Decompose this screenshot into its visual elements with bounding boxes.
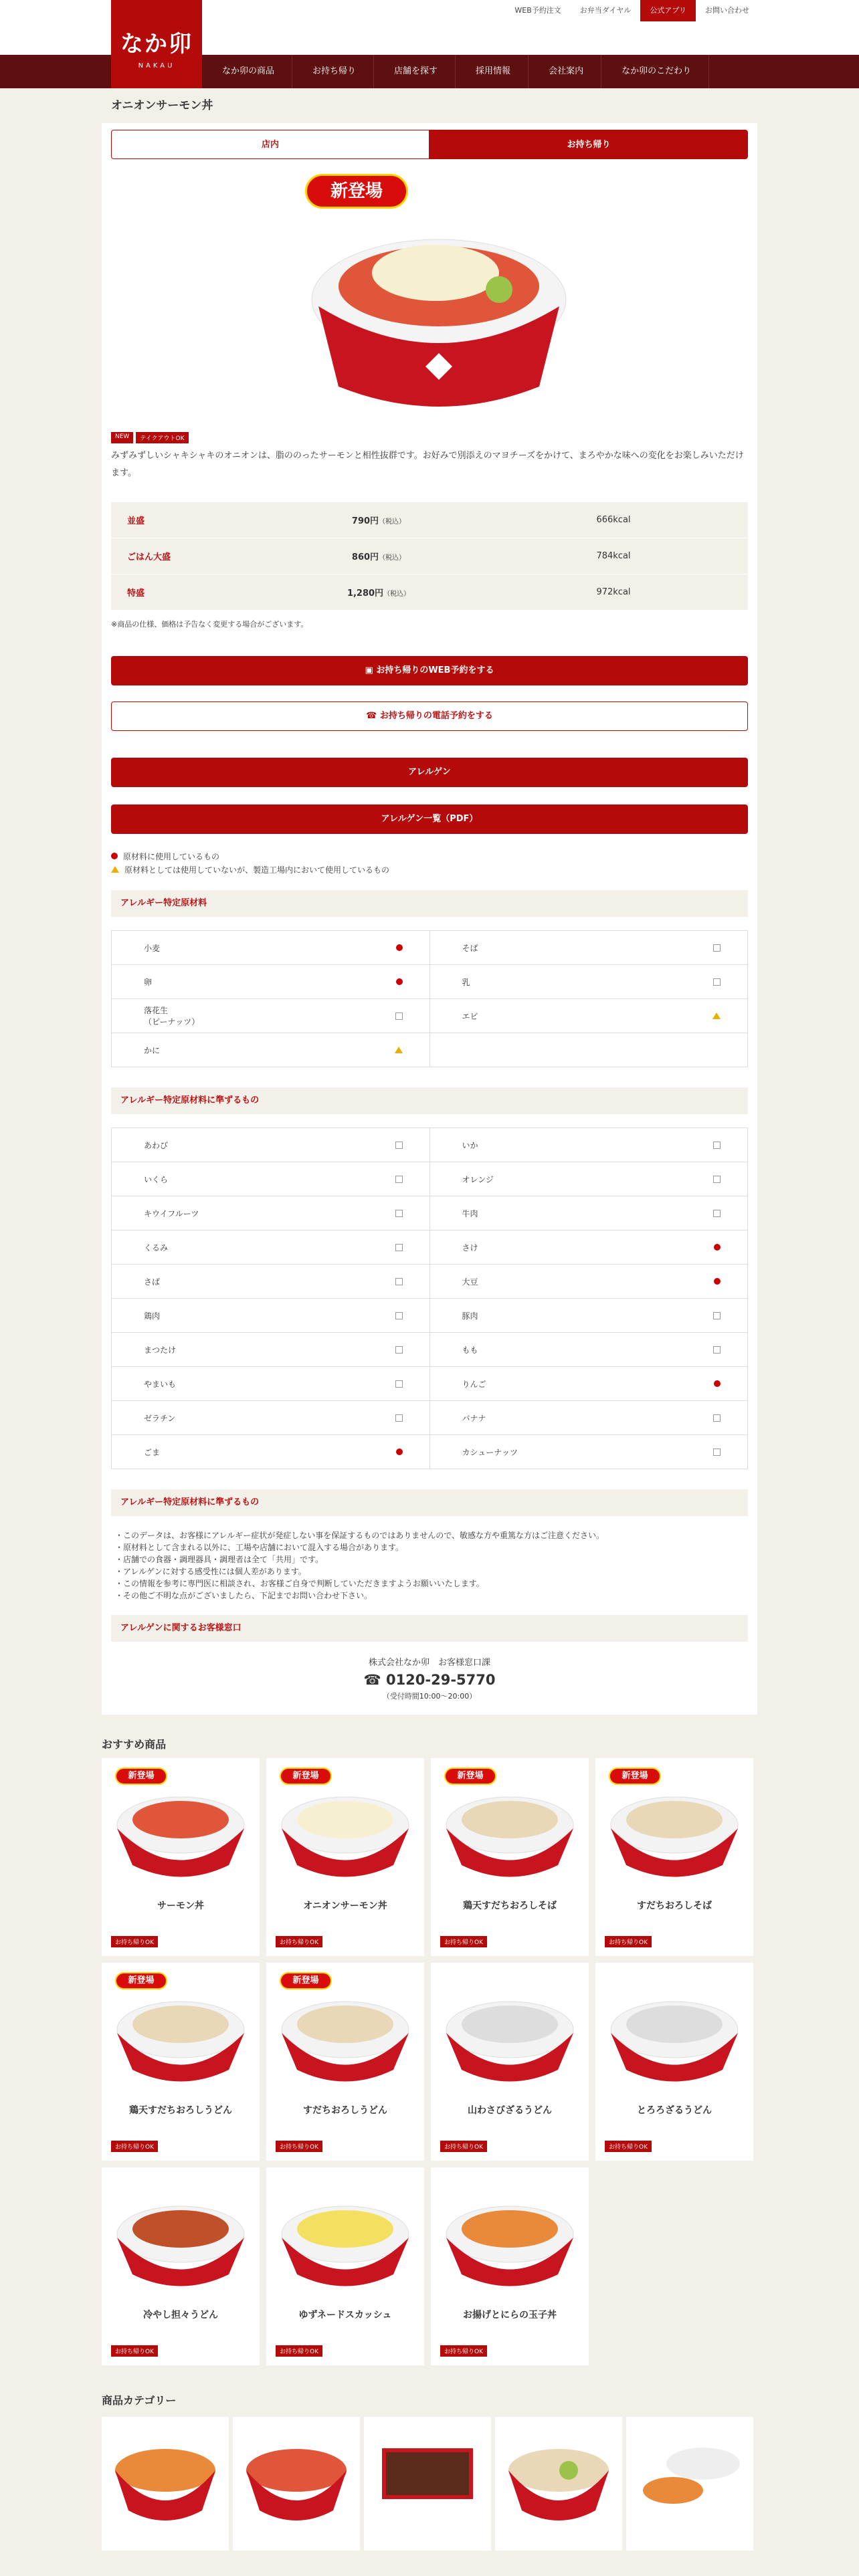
product-card[interactable] [431, 2167, 589, 2365]
empty-box-icon [713, 1142, 721, 1149]
allergen-notes [111, 1529, 748, 1602]
empty-box-icon [713, 1414, 721, 1422]
takeout-ok-tag: お持ち帰りOK [276, 2345, 322, 2357]
product-thumb [266, 1758, 424, 1891]
utility-nav [505, 0, 759, 21]
util-web-order[interactable]: WEB予約注文 [514, 6, 561, 15]
new-badge: 新登場 [115, 1767, 167, 1785]
contact-hours: （受付時間10:00～20:00） [382, 1692, 477, 1701]
empty-box-icon [713, 1210, 721, 1217]
size-kcal: 972kcal [596, 587, 631, 597]
empty-box-icon [395, 1346, 403, 1354]
empty-box-icon [395, 1142, 403, 1149]
allergen-cell [112, 965, 430, 999]
allergen-specific-grid [111, 930, 748, 1067]
allergen-button[interactable]: アレルゲン [111, 758, 748, 787]
allergen-name: 乳 [462, 977, 470, 987]
allergen-name: 卵 [144, 977, 153, 987]
allergen-name: 大豆 [462, 1277, 478, 1287]
dot-icon [396, 944, 403, 951]
product-description: みずみずしいシャキシャキのオニオンは、脂ののったサーモンと相性抜群です。お好みで別添えのマヨチーズをかけて、まろやかな味への変化をお楽しみいただけます。 [111, 451, 744, 478]
allergen-name: いか [462, 1140, 478, 1150]
product-name: すだちおろしそば [637, 1901, 712, 1911]
size-price: 1,280円（税込） [347, 588, 411, 599]
category-image [102, 2417, 229, 2551]
product-card[interactable] [102, 1963, 260, 2161]
category-image [233, 2417, 360, 2551]
product-card[interactable] [595, 1758, 753, 1956]
product-thumb [431, 2167, 589, 2300]
takeout-ok-tag: お持ち帰りOK [276, 2141, 322, 2152]
nav-store-search[interactable]: 店舗を探す [374, 55, 456, 88]
empty-box-icon [713, 1448, 721, 1456]
price-row [111, 574, 748, 611]
takeout-ok-tag: お持ち帰りOK [111, 2345, 158, 2357]
allergen-cell [430, 931, 749, 965]
product-thumb [102, 2167, 260, 2300]
allergen-cell [430, 1333, 749, 1367]
allergen-specific-heading: アレルギー特定原材料 [111, 890, 748, 917]
product-card[interactable] [266, 1758, 424, 1956]
product-name: 山わさびざるうどん [468, 2105, 552, 2116]
new-badge: 新登場 [280, 1767, 332, 1785]
phone-icon: ☎ [366, 711, 380, 721]
product-name: オニオンサーモン丼 [303, 1901, 387, 1911]
takeout-ok-tag: お持ち帰りOK [440, 2345, 487, 2357]
allergen-cell [430, 1128, 749, 1162]
product-name: 鶏天すだちおろしそば [463, 1901, 557, 1911]
product-thumb [431, 1758, 589, 1891]
allergen-cell [112, 1435, 430, 1469]
product-thumb [595, 1963, 753, 2095]
phone-order-button[interactable]: ☎ お持ち帰りの電話予約をする [111, 702, 748, 731]
product-card[interactable] [102, 1758, 260, 1956]
logo-sub: NAKAU [138, 62, 175, 70]
category-grid [102, 2417, 757, 2551]
product-name: サーモン丼 [157, 1901, 204, 1911]
product-thumb [595, 1758, 753, 1891]
dot-icon [396, 978, 403, 985]
allergen-cell [430, 1230, 749, 1265]
note-line: ・アレルゲンに対する感受性には個人差があります。 [115, 1567, 306, 1576]
notes-heading: アレルギー特定原材料に準ずるもの [111, 1489, 748, 1516]
empty-box-icon [395, 1380, 403, 1388]
web-order-icon: ▣ [365, 665, 377, 675]
legend-factory: 原材料としては使用していないが、製造工場内において使用しているもの [111, 863, 748, 877]
empty-box-icon [713, 944, 721, 952]
main [102, 88, 757, 2551]
dot-icon [714, 1244, 721, 1251]
allergen-name: バナナ [462, 1413, 486, 1423]
new-badge: 新登場 [444, 1767, 496, 1785]
util-official-app[interactable]: 公式アプリ [640, 0, 696, 21]
allergen-cell [430, 1162, 749, 1196]
product-name: 冷やし担々うどん [143, 2310, 218, 2321]
allergen-equiv-grid [111, 1128, 748, 1469]
product-name: ゆずネードスカッシュ [298, 2310, 392, 2321]
product-card[interactable] [266, 2167, 424, 2365]
category-card[interactable] [364, 2417, 491, 2551]
recommend-heading: おすすめ商品 [102, 1738, 167, 1751]
product-hero [111, 159, 748, 427]
size-kcal: 784kcal [596, 551, 631, 561]
allergen-cell [112, 931, 430, 965]
takeout-ok-tag: お持ち帰りOK [440, 2141, 487, 2152]
category-card[interactable] [233, 2417, 360, 2551]
empty-box-icon [713, 1312, 721, 1319]
allergen-name: かに [144, 1045, 161, 1055]
empty-box-icon [713, 1176, 721, 1183]
util-contact[interactable]: お問い合わせ [705, 6, 749, 15]
dot-icon [714, 1278, 721, 1285]
price-row [111, 538, 748, 574]
price-note: ※商品の仕様、価格は予告なく変更する場合がございます。 [111, 620, 308, 629]
nav-company[interactable]: 会社案内 [529, 55, 601, 88]
allergen-name: ごま [144, 1447, 161, 1457]
new-badge: 新登場 [115, 1972, 167, 1990]
note-line: ・店舗での食器・調理器具・調理者は全て「共用」です。 [115, 1555, 324, 1564]
product-name: お揚げとにらの玉子丼 [463, 2310, 557, 2321]
takeout-ok-tag: お持ち帰りOK [111, 1936, 158, 1947]
contact-block [111, 1655, 748, 1701]
triangle-icon [111, 866, 119, 873]
category-card[interactable] [626, 2417, 753, 2551]
product-card[interactable] [102, 2167, 260, 2365]
tag-new: NEW [111, 432, 133, 443]
allergen-pdf-button[interactable]: アレルゲン一覧（PDF） [111, 804, 748, 834]
triangle-icon [712, 1012, 721, 1019]
dot-icon [714, 1380, 721, 1387]
category-card[interactable] [495, 2417, 622, 2551]
product-thumb [102, 1963, 260, 2095]
empty-box-icon [713, 1346, 721, 1354]
allergen-legend [111, 850, 748, 877]
size-name: 並盛 [127, 516, 145, 526]
size-name: ごはん大盛 [127, 552, 171, 562]
empty-box-icon [395, 1414, 403, 1422]
allergen-name: いくら [144, 1174, 169, 1184]
category-image [626, 2417, 753, 2551]
category-image [495, 2417, 622, 2551]
allergen-name: さけ [462, 1243, 478, 1253]
tab-eat-in[interactable]: 店内 [111, 130, 430, 159]
allergen-name: オレンジ [462, 1174, 494, 1184]
allergen-name: キウイフルーツ [144, 1208, 199, 1218]
price-row [111, 502, 748, 538]
takeout-ok-tag: お持ち帰りOK [605, 1936, 652, 1947]
allergen-name: 小麦 [144, 943, 161, 953]
product-thumb [266, 1963, 424, 2095]
allergen-name: りんご [462, 1379, 486, 1389]
empty-box-icon [395, 1278, 403, 1285]
dot-icon [111, 853, 118, 859]
allergen-name: くるみ [144, 1243, 169, 1253]
allergen-name: 鶏肉 [144, 1311, 161, 1321]
product-thumb [266, 2167, 424, 2300]
product-card[interactable] [431, 1758, 589, 1956]
brand-logo[interactable] [111, 0, 202, 88]
allergen-name: やまいも [144, 1379, 177, 1389]
allergen-cell [112, 1196, 430, 1230]
note-line: ・この情報を参考に専門医に相談され、お客様ご自身で判断していただきますようお願いいたします。 [115, 1579, 484, 1588]
allergen-name: そば [462, 943, 478, 953]
dot-icon [396, 1448, 403, 1455]
empty-box-icon [395, 1312, 403, 1319]
allergen-cell [430, 965, 749, 999]
allergen-cell [430, 1299, 749, 1333]
allergen-cell [430, 1265, 749, 1299]
allergen-cell [112, 1128, 430, 1162]
category-card[interactable] [102, 2417, 229, 2551]
note-line: ・このデータは、お客様にアレルギー症状が発症しない事を保証するものではありませんので、敏感な方や重篤な方はご注意ください。 [115, 1531, 604, 1540]
allergen-cell [430, 999, 749, 1033]
product-name: すだちおろしうどん [303, 2105, 387, 2116]
allergen-cell [112, 1333, 430, 1367]
allergen-cell [112, 1265, 430, 1299]
logo-text: なか卯 [120, 31, 193, 58]
nav-recruit[interactable]: 採用情報 [456, 55, 529, 88]
allergen-name: 豚肉 [462, 1311, 478, 1321]
takeout-ok-tag: お持ち帰りOK [276, 1936, 322, 1947]
util-bento-dial[interactable]: お弁当ダイヤル [579, 6, 632, 15]
allergen-name: あわび [144, 1140, 169, 1150]
new-badge: 新登場 [305, 174, 408, 209]
allergen-cell [112, 1162, 430, 1196]
allergen-name: カシューナッツ [462, 1447, 518, 1457]
recommend-grid [102, 1758, 757, 2365]
allergen-cell [112, 1367, 430, 1401]
allergen-name: まつたけ [144, 1345, 177, 1355]
product-thumb [431, 1963, 589, 2095]
allergen-cell [430, 1367, 749, 1401]
allergen-name: 落花生 （ピーナッツ） [144, 1006, 200, 1027]
triangle-icon [395, 1047, 403, 1053]
allergen-name: 牛肉 [462, 1208, 478, 1218]
allergen-cell [112, 1299, 430, 1333]
note-line: ・その他ご不明な点がございましたら、下記までお問い合わせ下さい。 [115, 1591, 373, 1600]
allergen-cell [430, 1435, 749, 1469]
size-kcal: 666kcal [596, 515, 631, 525]
product-card[interactable] [266, 1963, 424, 2161]
allergen-name: さば [144, 1277, 161, 1287]
allergen-cell [112, 1401, 430, 1435]
allergen-cell [430, 1033, 749, 1067]
product-name: 鶏天すだちおろしうどん [129, 2105, 232, 2116]
allergen-name: もも [462, 1345, 478, 1355]
product-card[interactable] [595, 1963, 753, 2161]
legend-used: 原材料に使用しているもの [111, 850, 748, 863]
allergen-cell [430, 1401, 749, 1435]
product-card[interactable] [431, 1963, 589, 2161]
size-name: 特盛 [127, 588, 145, 599]
page-title: オニオンサーモン丼 [111, 99, 213, 112]
contact-phone[interactable]: ☎ 0120-29-5770 [363, 1672, 496, 1688]
note-line: ・原材料として含まれる以外に、工場や店舗において混入する場合があります。 [115, 1543, 404, 1552]
header [0, 0, 859, 70]
product-name: とろろざるうどん [637, 2105, 712, 2116]
contact-company: 株式会社なか卯 お客様窓口課 [368, 1658, 490, 1668]
empty-box-icon [395, 1012, 403, 1020]
tab-takeout[interactable]: お持ち帰り [430, 130, 748, 159]
price-table [111, 502, 748, 611]
new-badge: 新登場 [609, 1767, 661, 1785]
allergen-cell [430, 1196, 749, 1230]
takeout-ok-tag: お持ち帰りOK [605, 2141, 652, 2152]
allergen-name: ゼラチン [144, 1413, 176, 1423]
tabs [111, 123, 748, 159]
nav-products[interactable]: なか卯の商品 [202, 55, 292, 88]
product-thumb [102, 1758, 260, 1891]
product-image [305, 206, 573, 427]
tag-takeout: テイクアウトOK [136, 432, 188, 443]
new-badge: 新登場 [280, 1972, 332, 1990]
empty-box-icon [395, 1244, 403, 1251]
contact-heading: アレルゲンに関するお客様窓口 [111, 1615, 748, 1642]
nav-takeout[interactable]: お持ち帰り [292, 55, 374, 88]
nav-commitment[interactable]: なか卯のこだわり [601, 55, 709, 88]
allergen-cell [112, 1033, 430, 1067]
allergen-cell [112, 1230, 430, 1265]
size-price: 790円（税込） [351, 516, 406, 526]
category-heading: 商品カテゴリー [102, 2394, 177, 2407]
takeout-ok-tag: お持ち帰りOK [111, 2141, 158, 2152]
empty-box-icon [395, 1176, 403, 1183]
empty-box-icon [395, 1210, 403, 1217]
web-order-button[interactable]: ▣ お持ち帰りのWEB予約をする [111, 656, 748, 685]
tag-list [111, 432, 748, 443]
allergen-equiv-heading: アレルギー特定原材料に準ずるもの [111, 1087, 748, 1114]
allergen-name: エビ [462, 1011, 478, 1021]
empty-box-icon [713, 978, 721, 986]
category-image [364, 2417, 491, 2551]
product-panel [102, 123, 757, 1715]
allergen-cell [112, 999, 430, 1033]
size-price: 860円（税込） [351, 552, 406, 562]
takeout-ok-tag: お持ち帰りOK [440, 1936, 487, 1947]
